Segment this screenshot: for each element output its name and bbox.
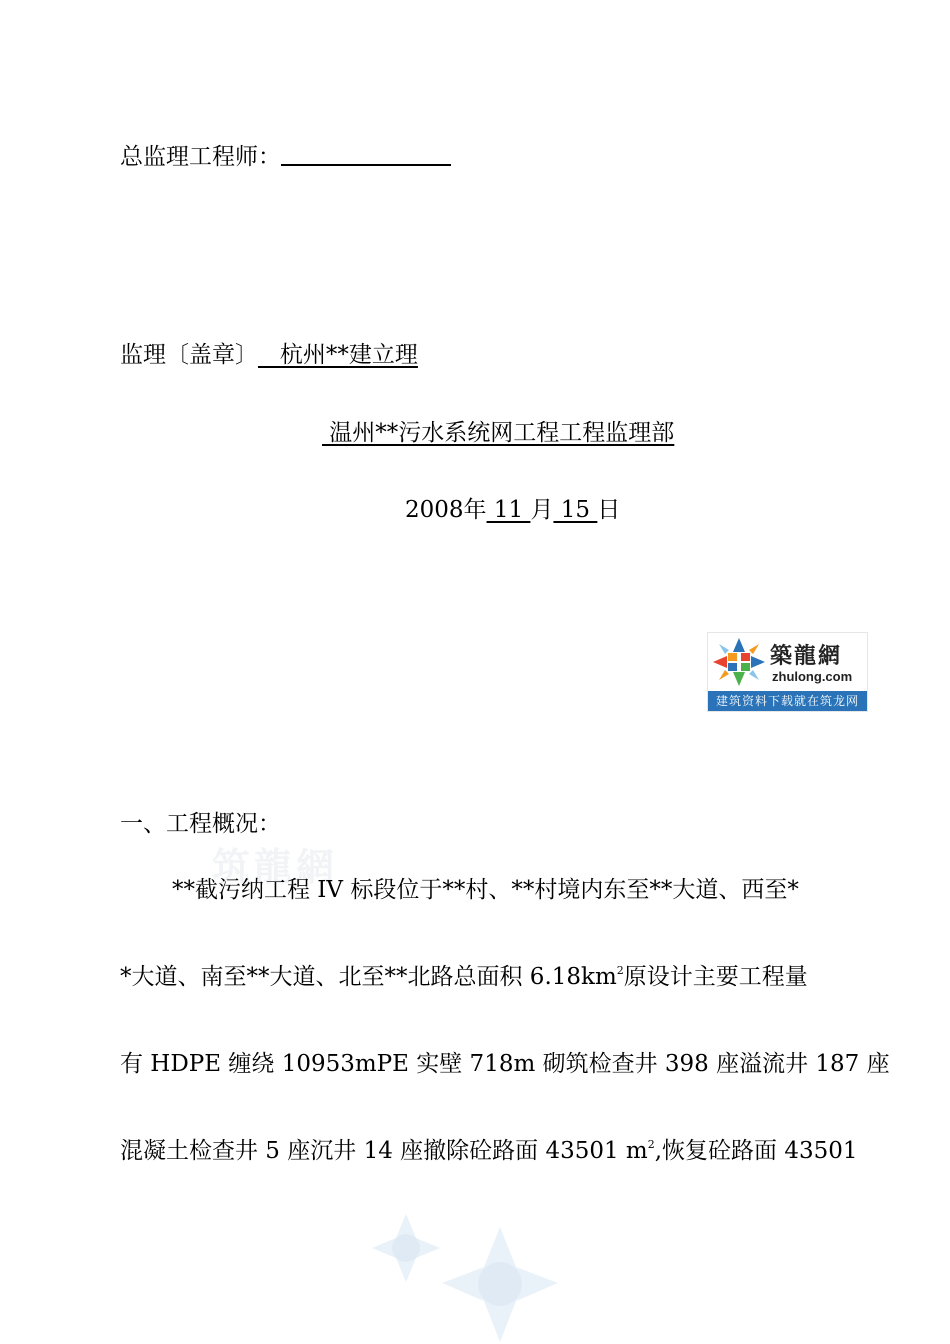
superscript-2-b: 2 bbox=[647, 1138, 655, 1151]
body-line-4-tail: ,恢复砼路面 43501 bbox=[654, 1138, 858, 1164]
watermark-large-flower-icon bbox=[440, 1225, 560, 1344]
logo-domain: zhulong.com bbox=[772, 669, 853, 684]
zhulong-flower-icon bbox=[711, 636, 767, 688]
date-month: 11 bbox=[486, 497, 531, 523]
logo-slogan: 建筑资料下载就在筑龙网 bbox=[708, 691, 867, 711]
body-line-4-text: 混凝土检查井 5 座沉井 14 座撤除砼路面 43501 m bbox=[120, 1138, 648, 1164]
superscript-2: 2 bbox=[616, 964, 624, 977]
date-year-unit: 年 bbox=[463, 497, 487, 523]
body-line-3: 有 HDPE 缠绕 10953mPE 实壁 718m 砌筑检查井 398 座溢流井 187 座 bbox=[120, 1051, 890, 1077]
date-day-unit: 日 bbox=[597, 497, 621, 523]
section-heading: 一、工程概况： bbox=[120, 811, 281, 837]
date-month-unit: 月 bbox=[530, 497, 554, 523]
body-line-1: **截污纳工程 IV 标段位于**村、**村境内东至**大道、西至* bbox=[172, 877, 799, 903]
body-line-2-tail: 原设计主要工程量 bbox=[623, 964, 808, 990]
body-line-2-text: *大道、南至**大道、北至**北路总面积 6.18km bbox=[120, 964, 617, 990]
date-year: 2008 bbox=[405, 497, 464, 523]
watermark-flower-icon bbox=[370, 1212, 442, 1284]
stamp-company: 杭州**建立理 bbox=[258, 342, 418, 368]
body-line-2 bbox=[120, 962, 868, 992]
date-line bbox=[405, 495, 620, 525]
zhulong-logo bbox=[707, 632, 868, 712]
body-line-4 bbox=[120, 1136, 868, 1166]
stamp-label: 监理〔盖章〕 bbox=[120, 342, 258, 368]
signature-blank bbox=[281, 142, 451, 166]
supervision-department: 温州**污水系统网工程工程监理部 bbox=[322, 420, 675, 446]
chief-supervisor-label: 总监理工程师： bbox=[120, 144, 281, 170]
chief-supervisor-signature-line bbox=[120, 142, 451, 172]
date-day: 15 bbox=[553, 497, 598, 523]
supervisor-stamp-line bbox=[120, 340, 418, 370]
watermark-text: 筑龍網 bbox=[212, 844, 339, 889]
logo-name: 築龍網 bbox=[770, 643, 843, 669]
